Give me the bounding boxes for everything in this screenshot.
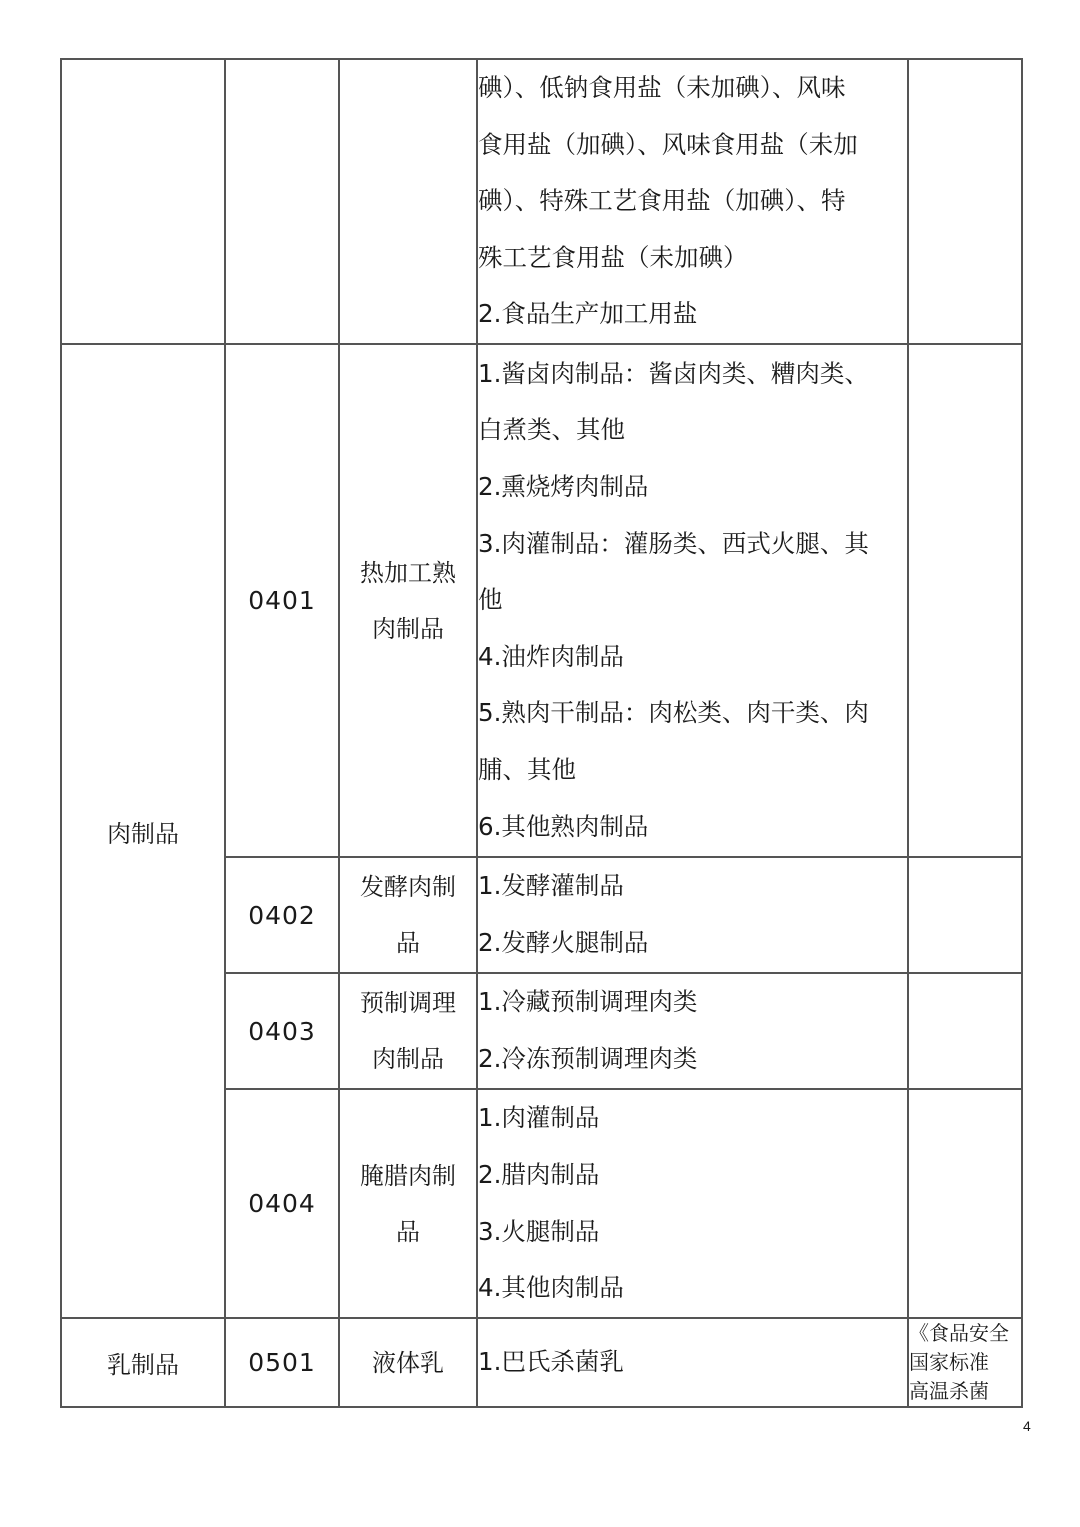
name-line: 腌腊肉制 [360,1161,456,1190]
item-line: 3.火腿制品 [478,1216,600,1246]
items-0501 [477,1318,908,1407]
name-0401 [339,344,477,857]
name-cell [339,59,477,344]
item-line: 碘）、低钠食用盐（未加碘）、风味 [478,73,846,103]
item-line: 3.肉灌制品：灌肠类、西式火腿、其 [478,528,869,558]
item-line: 1.巴氏杀菌乳 [478,1347,624,1377]
category-meat: 肉制品 [61,344,225,1318]
item-line: 脯、其他 [478,754,576,784]
code-0402: 0402 [225,857,339,973]
category-dairy: 乳制品 [61,1318,225,1407]
standard-0501 [908,1318,1022,1407]
code-0501: 0501 [225,1318,339,1407]
item-line: 1.肉灌制品 [478,1103,600,1133]
items-0403 [477,973,908,1089]
name-line: 预制调理 [360,989,456,1017]
standard-line: 国家标准 [909,1350,989,1374]
standard-cell [908,59,1022,344]
item-line: 2.发酵火腿制品 [478,928,649,957]
name-line: 热加工熟 [360,558,456,587]
item-line: 2.食品生产加工用盐 [478,299,698,329]
food-category-table [60,58,1023,1408]
standard-cell [908,1089,1022,1318]
code-cell [225,59,339,344]
name-line: 肉制品 [372,1045,444,1073]
table-row [61,1318,1022,1407]
table-row [61,59,1022,344]
item-line: 食用盐（加碘）、风味食用盐（未加 [478,129,858,159]
name-0501: 液体乳 [339,1318,477,1407]
items-0401 [477,344,908,857]
items-0402 [477,857,908,973]
standard-cell [908,857,1022,973]
item-line: 1.发酵灌制品 [478,871,624,901]
code-0401: 0401 [225,344,339,857]
name-0403 [339,973,477,1089]
standard-cell [908,344,1022,857]
standard-line: 高温杀菌 [909,1379,989,1403]
item-line: 殊工艺食用盐（未加碘） [478,242,748,272]
category-cell [61,59,225,344]
item-line: 5.熟肉干制品：肉松类、肉干类、肉 [478,698,869,728]
item-line: 6.其他熟肉制品 [478,811,649,841]
code-0404: 0404 [225,1089,339,1318]
name-line: 肉制品 [372,614,444,643]
name-0402 [339,857,477,973]
name-line: 品 [396,1217,420,1246]
page-number: 4 [1023,1418,1031,1434]
name-line: 发酵肉制 [360,873,456,901]
item-line: 白煮类、其他 [478,415,625,445]
name-line: 品 [396,929,420,957]
item-line: 1.酱卤肉制品：酱卤肉类、糟肉类、 [478,358,869,388]
item-line: 1.冷藏预制调理肉类 [478,987,698,1017]
name-0404 [339,1089,477,1318]
item-line: 2.腊肉制品 [478,1159,600,1189]
items-0404 [477,1089,908,1318]
item-line: 他 [478,585,503,615]
item-line: 4.其他肉制品 [478,1273,624,1303]
code-0403: 0403 [225,973,339,1089]
item-line: 碘）、特殊工艺食用盐（加碘）、特 [478,186,846,216]
item-line: 2.熏烧烤肉制品 [478,472,649,502]
standard-line: 《食品安全 [909,1321,1009,1345]
standard-cell [908,973,1022,1089]
items-cell [477,59,908,344]
item-line: 4.油炸肉制品 [478,641,624,671]
item-line: 2.冷冻预制调理肉类 [478,1044,698,1073]
table-row [61,344,1022,857]
